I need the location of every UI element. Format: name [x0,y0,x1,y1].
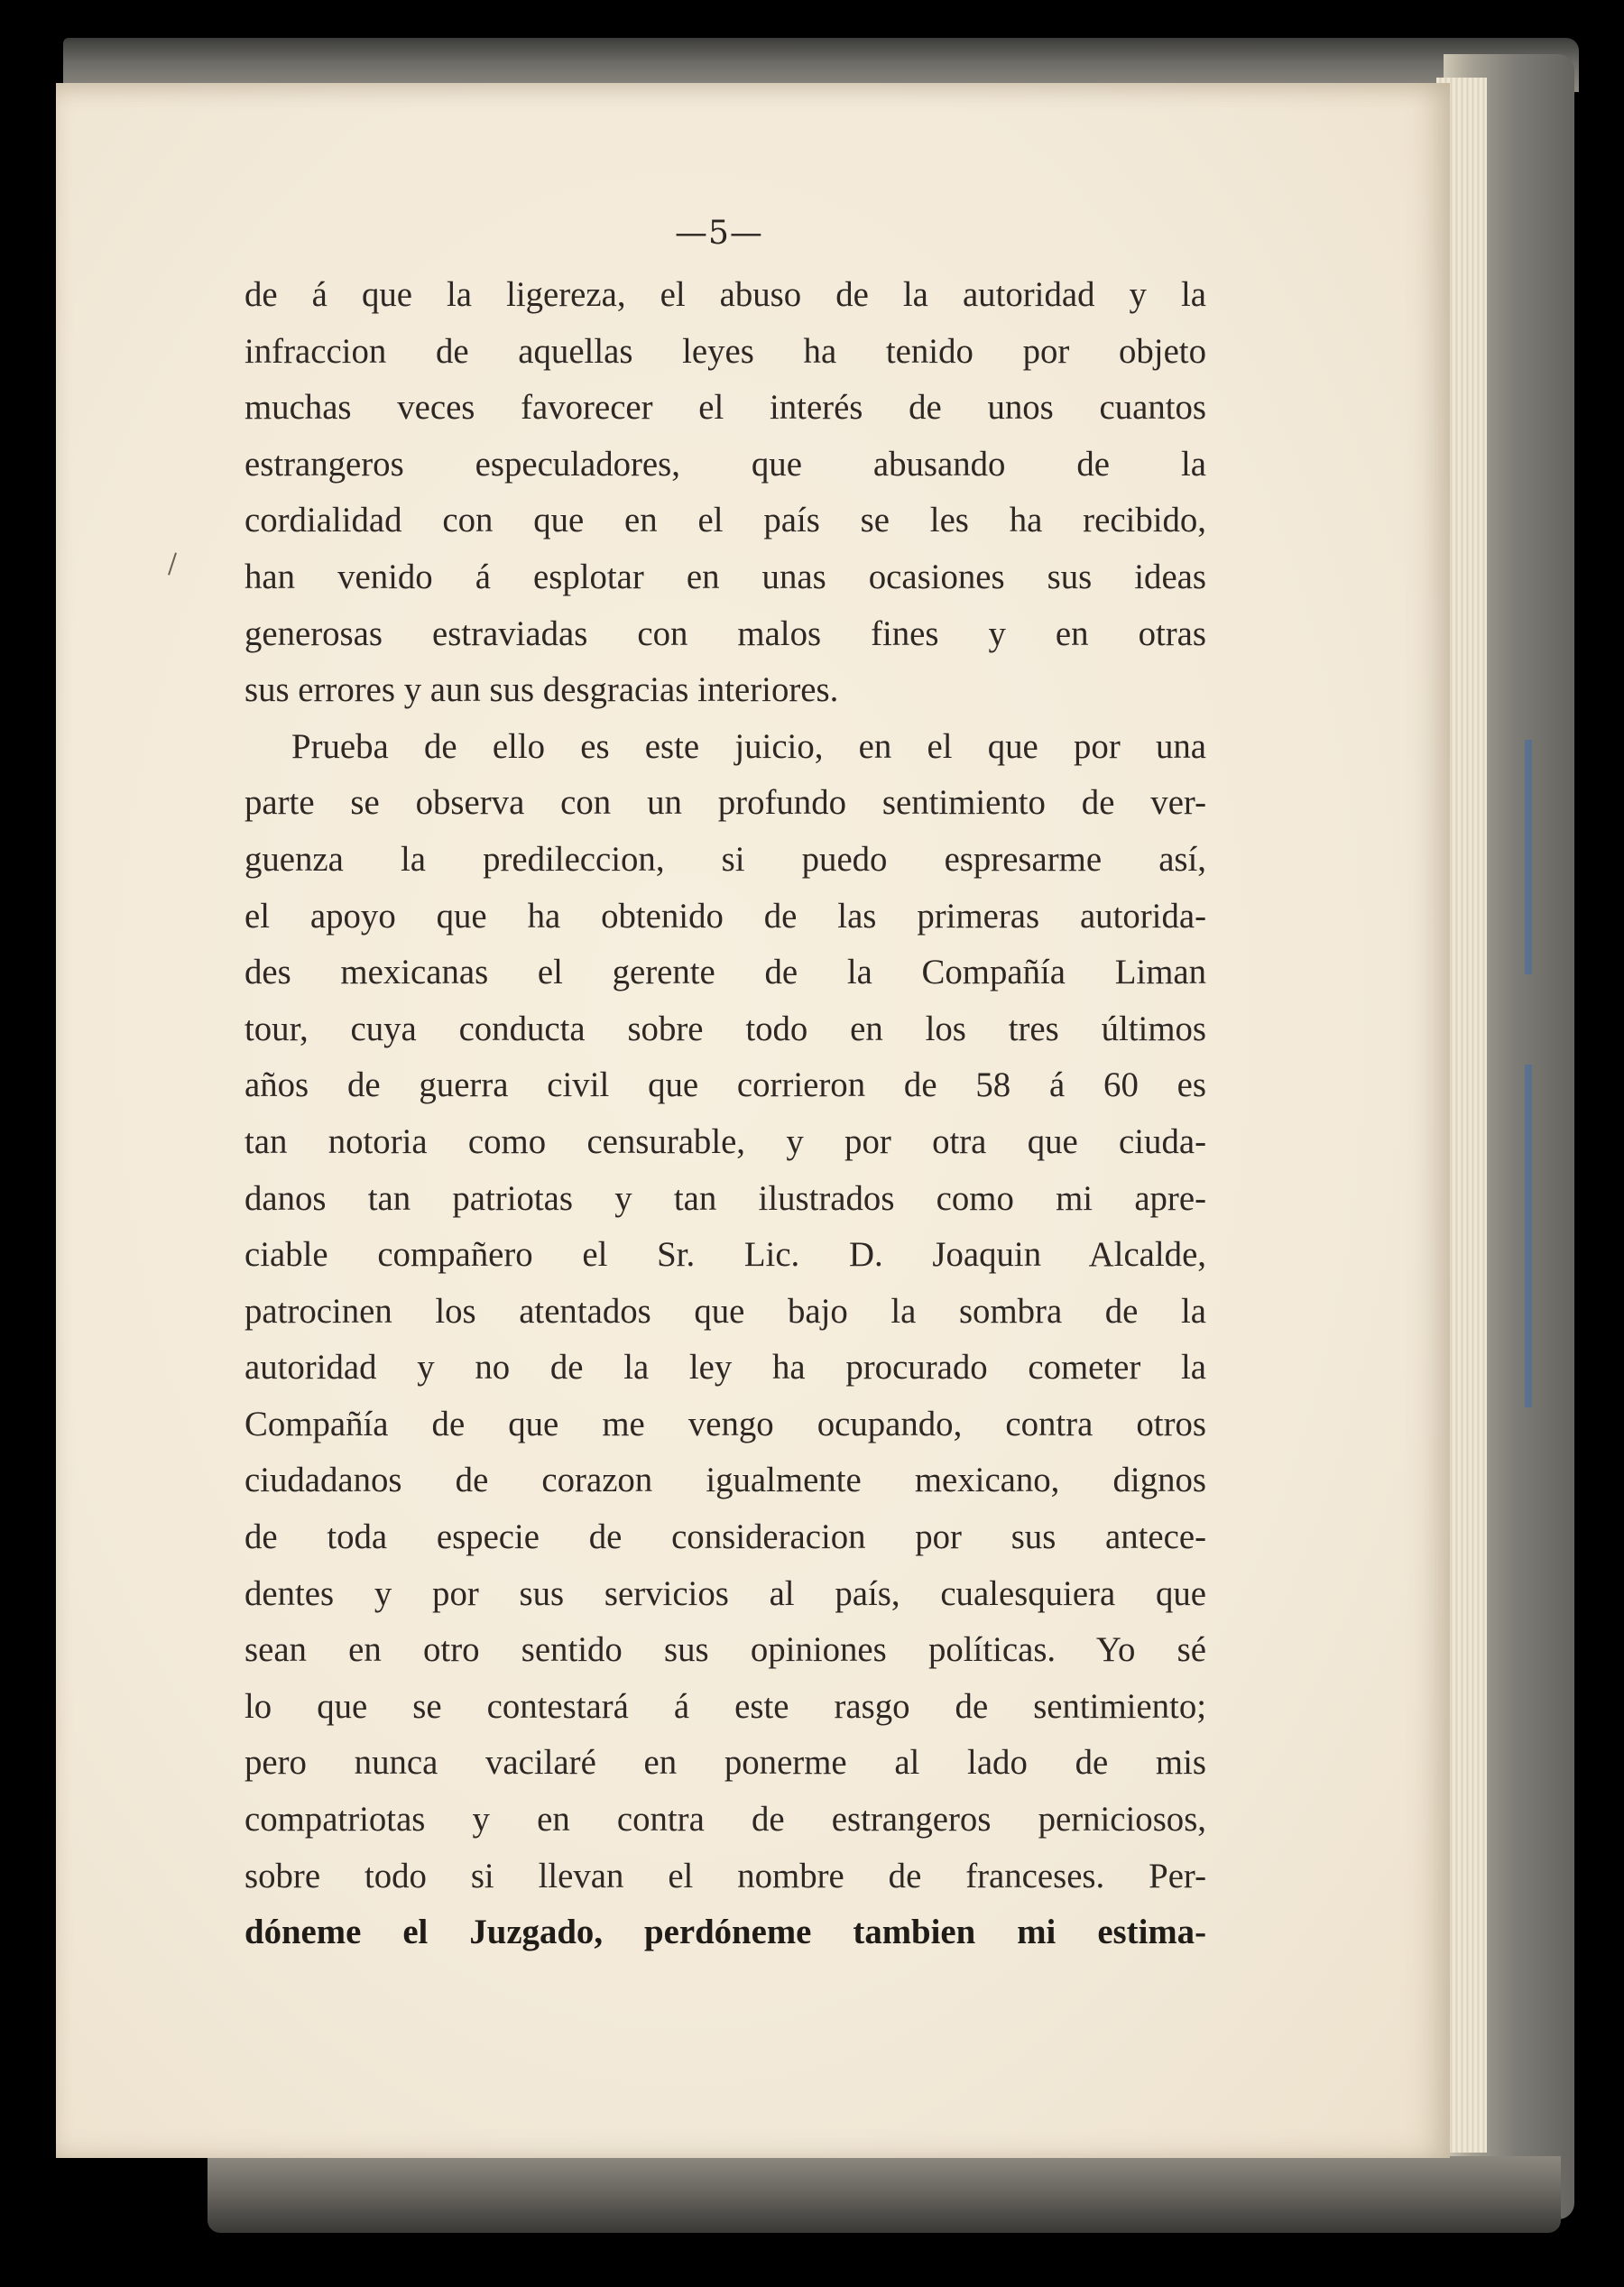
text-line: muchas veces favorecer el interés de unos cuantos [245,388,1206,428]
text-line: des mexicanas el gerente de la Compañía Liman [245,953,1206,992]
text-line: pero nunca vacilaré en ponerme al lado de mis [245,1743,1206,1783]
text-line: Compañía de que me vengo ocupando, contra otros [245,1404,1206,1443]
cover-stain [1525,740,1532,974]
text-line: danos tan patriotas y tan ilustrados como mi apre- [245,1178,1206,1218]
text-line: infraccion de aquellas leyes ha tenido por objeto [245,331,1206,371]
paragraph-start-line: Prueba de ello es este juicio, en el que por una [291,726,1206,766]
text-line: tour, cuya conducta sobre todo en los tres últimos [245,1009,1206,1048]
text-line: el apoyo que ha obtenido de las primeras autorida- [245,896,1206,936]
text-line: años de guerra civil que corrieron de 58 á 60 es [245,1065,1206,1105]
book-cover-bottom-edge [208,2156,1561,2233]
text-line: ciable compañero el Sr. Lic. D. Joaquin Alcalde, [245,1235,1206,1275]
text-line: de toda especie de consideracion por sus antece- [245,1517,1206,1557]
text-line: dentes y por sus servicios al país, cualesquiera que [245,1573,1206,1613]
text-line: compatriotas y en contra de estrangeros perniciosos, [245,1800,1206,1840]
body-text [245,267,1206,1961]
text-line: lo que se contestará á este rasgo de sentimiento; [245,1686,1206,1726]
cover-stain [1525,1065,1532,1407]
text-line: tan notoria como censurable, y por otra que ciuda- [245,1121,1206,1161]
text-line: generosas estraviadas con malos fines y en otras [245,613,1206,653]
page-number: —5— [675,215,763,252]
text-line: cordialidad con que en el país se les ha recibido, [245,501,1206,540]
text-line: patrocinen los atentados que bajo la sombra de la [245,1291,1206,1331]
text-line: han venido á esplotar en unas ocasiones sus ideas [245,557,1206,596]
text-line: sean en otro sentido sus opiniones políticas. Yo sé [245,1630,1206,1670]
text-line: sobre todo si llevan el nombre de franceses. Per- [245,1856,1206,1895]
text-line: dóneme el Juzgado, perdóneme tambien mi estima- [245,1913,1206,1952]
text-line: estrangeros especuladores, que abusando de la [245,444,1206,484]
text-line: guenza la predileccion, si puedo espresarme así, [245,839,1206,879]
text-line: ciudadanos de corazon igualmente mexicano, dignos [245,1461,1206,1500]
text-line: de á que la ligereza, el abuso de la autoridad y la [245,275,1206,314]
text-line: autoridad y no de la ley ha procurado cometer la [245,1348,1206,1388]
text-line: parte se observa con un profundo sentimiento de ver- [245,783,1206,823]
text-line: sus errores y aun sus desgracias interiores. [245,670,839,710]
